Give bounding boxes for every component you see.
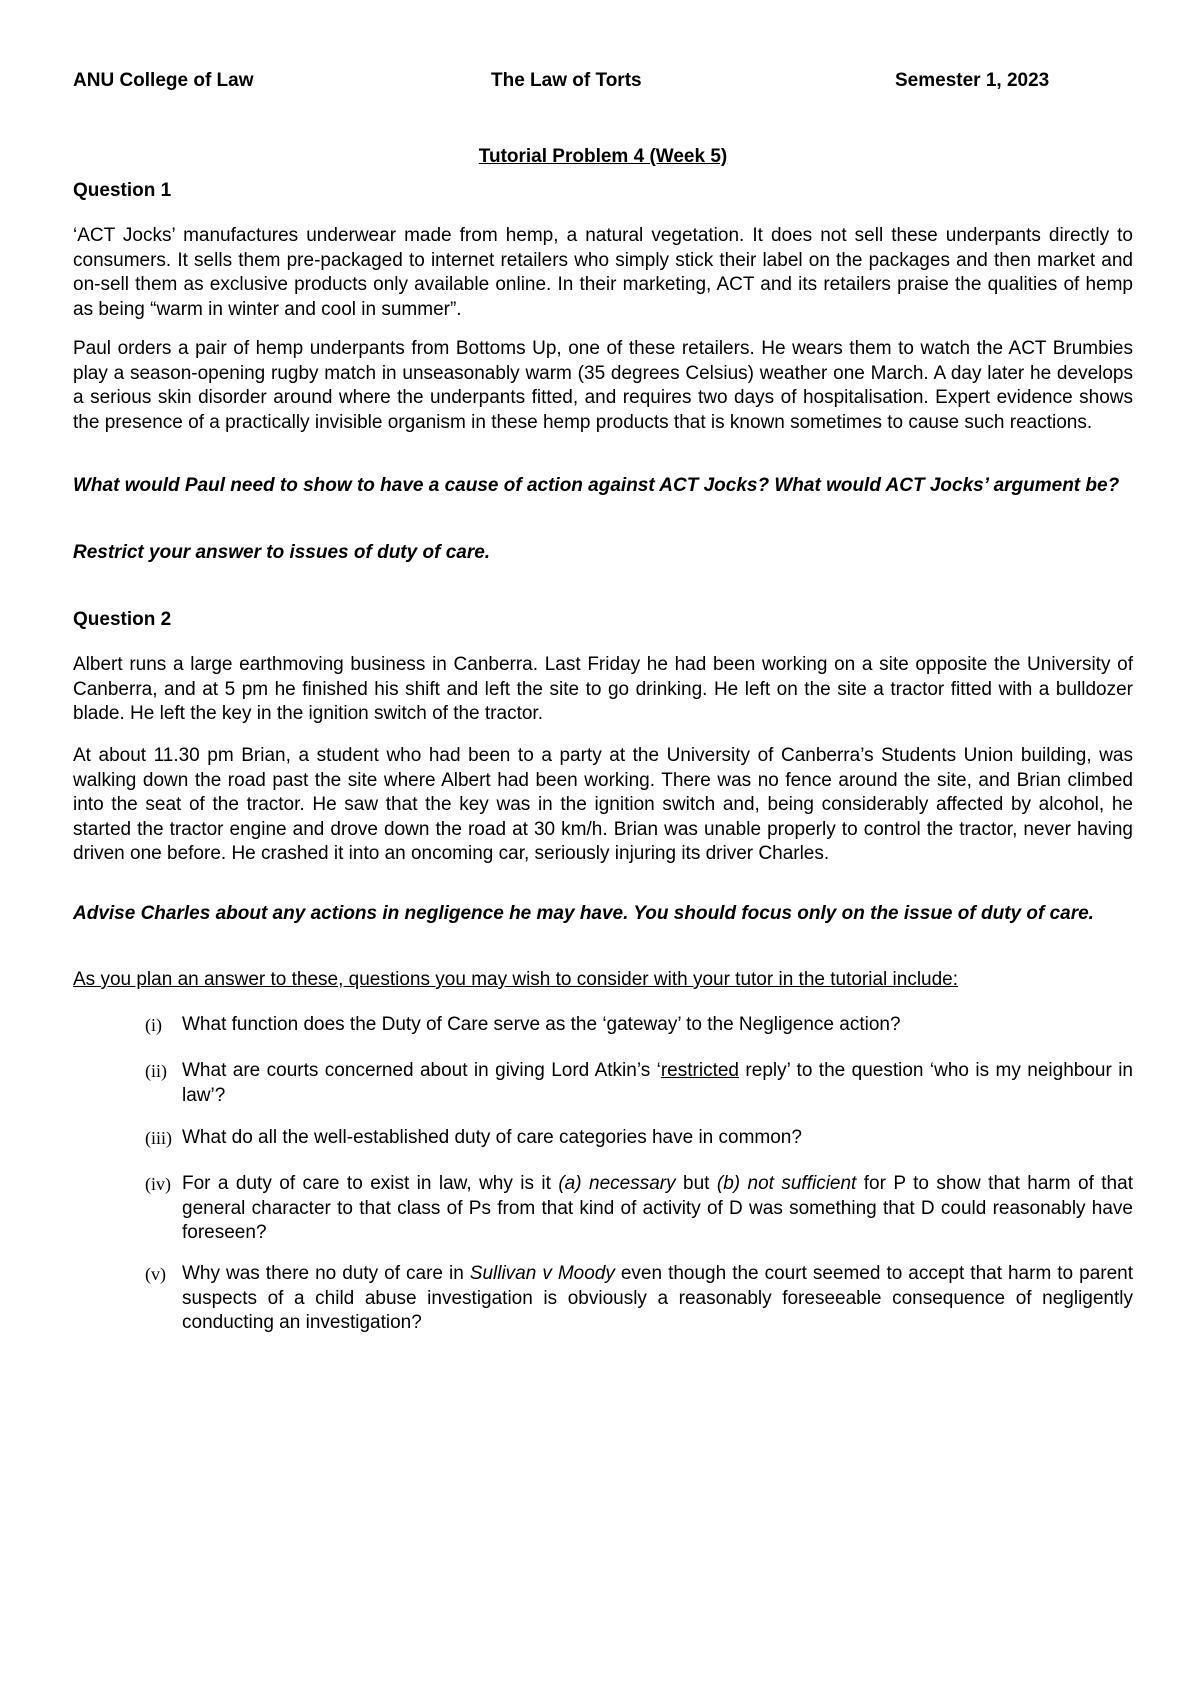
question-2-paragraph-1: Albert runs a large earthmoving business in Canberra. Last Friday he had been working on a site opposite the University of Canberra, and at 5 pm he finished his shift and left the site to go drinking. He left on the site a tractor fitted with a bulldozer blade. He left the key in the ignition switch of the tractor. — [73, 654, 1133, 724]
item-text-italic: (a) necessary — [558, 1173, 676, 1194]
item-text-underlined: restricted — [660, 1060, 739, 1081]
question-2-heading: Question 2 — [73, 609, 172, 630]
page-header — [73, 70, 1073, 100]
item-text-italic: (b) not sufficient — [716, 1173, 857, 1194]
item-text — [182, 1172, 1133, 1246]
discussion-item — [145, 1059, 1133, 1108]
item-number: (i) — [145, 1015, 162, 1035]
discussion-item — [145, 1126, 1133, 1151]
question-1-paragraph-1: ‘ACT Jocks’ manufactures underwear made from hemp, a natural vegetation. It does not sell these underpants directly to consumers. It sells them pre-packaged to internet retailers who simply stick their label on the packages and then market and on-sell them as exclusive products only available online. In their marketing, ACT and its retailers praise the qualities of hemp as being “warm in winter and cool in summer”. — [73, 225, 1133, 320]
item-text: What do all the well-established duty of care categories have in common? — [182, 1127, 802, 1148]
document-page — [73, 0, 1133, 1696]
question-1-restriction: Restrict your answer to issues of duty of care. — [73, 542, 491, 563]
question-1-task: What would Paul need to show to have a cause of action against ACT Jocks? What would ACT Jocks’ argument be? — [73, 475, 1120, 496]
item-text-part: for P to show that harm of that general character to that class of Ps from that kind of activity of D was something that D could reasonably have foreseen? — [182, 1173, 1133, 1243]
item-text-part: even though the court seemed to accept that harm to parent suspects of a child abuse investigation is obviously a reasonably foreseeable consequence of negligently conducting an investigation? — [182, 1263, 1133, 1333]
item-number: (v) — [145, 1264, 166, 1284]
discussion-item — [145, 1013, 1133, 1038]
document-title: Tutorial Problem 4 (Week 5) — [478, 146, 728, 167]
question-2-task: Advise Charles about any actions in negligence he may have. You should focus only on the issue of duty of care. — [73, 903, 1094, 924]
item-text-part: Why was there no duty of care in — [182, 1263, 470, 1284]
header-course: The Law of Torts — [491, 70, 642, 91]
header-semester: Semester 1, 2023 — [895, 70, 1050, 91]
item-number: (iv) — [145, 1174, 171, 1194]
item-number: (ii) — [145, 1061, 167, 1081]
item-text-part: but — [675, 1173, 717, 1194]
item-text-part: reply’ to the question ‘who is my neighbour in law’? — [182, 1060, 1133, 1106]
question-2-paragraph-2: At about 11.30 pm Brian, a student who had been to a party at the University of Canberra’s Students Union building, was walking down the road past the site where Albert had been working. There was no fence around the site, and Brian climbed into the seat of the tractor. He saw that the key was in the ignition switch and, being considerably affected by alcohol, he started the tractor engine and drove down the road at 30 km/h. Brian was unable properly to control the tractor, never having driven one before. He crashed it into an oncoming car, seriously injuring its driver Charles. — [73, 745, 1133, 864]
header-institution: ANU College of Law — [73, 70, 254, 91]
item-number: (iii) — [145, 1128, 172, 1148]
question-1-paragraph-2: Paul orders a pair of hemp underpants from Bottoms Up, one of these retailers. He wears them to watch the ACT Brumbies play a season-opening rugby match in unseasonably warm (35 degrees Celsius) weather one March. A day later he develops a serious skin disorder around where the underpants fitted, and requires two days of hospitalisation. Expert evidence shows the presence of a practically invisible organism in these hemp products that is known sometimes to cause such reactions. — [73, 338, 1133, 433]
item-text — [182, 1262, 1133, 1336]
item-text-part: For a duty of care to exist in law, why is it — [182, 1173, 559, 1194]
discussion-item — [145, 1262, 1133, 1336]
item-text — [182, 1059, 1133, 1108]
question-1-heading: Question 1 — [73, 180, 172, 201]
item-text-part: What are courts concerned about in giving Lord Atkin’s ‘ — [182, 1060, 661, 1081]
item-text: What function does the Duty of Care serve as the ‘gateway’ to the Negligence action? — [182, 1014, 901, 1035]
discussion-intro: As you plan an answer to these, questions you may wish to consider with your tutor in the tutorial include: — [73, 969, 959, 990]
discussion-item — [145, 1172, 1133, 1246]
item-text-italic: Sullivan v Moody — [469, 1263, 615, 1284]
